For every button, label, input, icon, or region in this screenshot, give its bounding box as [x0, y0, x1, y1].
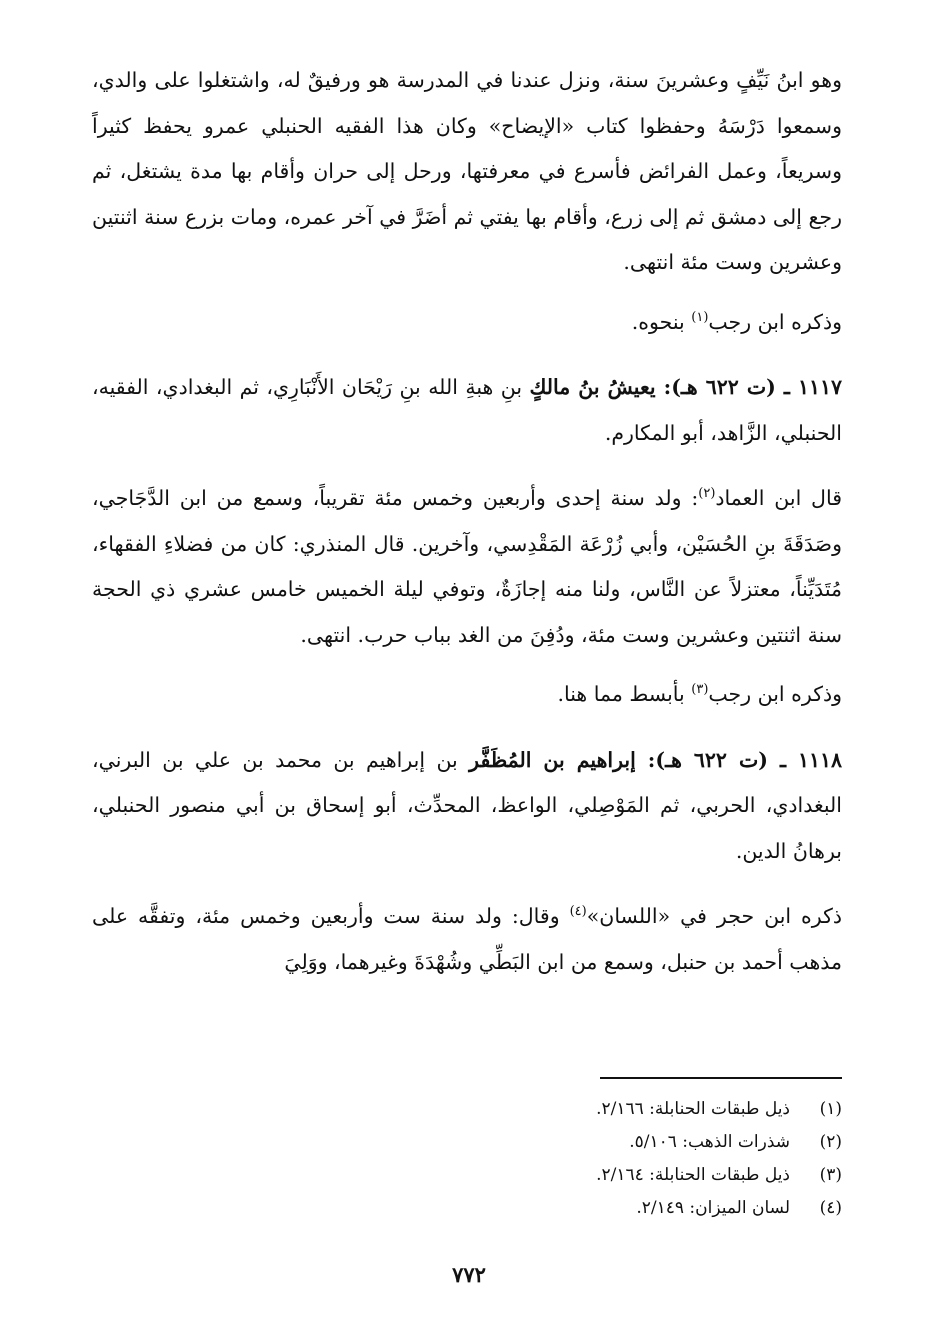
page-number: ٧٧٢ — [452, 1262, 486, 1287]
paragraph-text: بأبسط مما هنا. — [557, 682, 692, 706]
paragraph-text: ذكره ابن حجر في «اللسان» — [586, 904, 842, 928]
entry-heading: ١١١٨ ـ (ت ٦٢٢ هـ): إبراهيم بن المُظَفَّر — [469, 747, 842, 772]
paragraph-ibn-al-imad — [92, 476, 842, 658]
footnote-text: ذيل طبقات الحنابلة: ٢/١٦٤. — [596, 1165, 790, 1185]
footnote-reference[interactable]: (٣) — [691, 682, 709, 698]
paragraph-text: قال ابن العماد — [715, 486, 843, 510]
paragraph-text: وذكره ابن رجب — [708, 682, 842, 706]
paragraph-ibn-hajar — [92, 894, 842, 985]
footnote-text: شذرات الذهب: ٥/١٠٦. — [629, 1132, 790, 1152]
footnote-number: (٤) — [819, 1198, 842, 1218]
footnote-item — [322, 1192, 842, 1225]
footnote-divider — [600, 1077, 842, 1079]
entry-text: بنِ هبةِ الله بنِ رَيْحَان الأَنْبَارِي، ثم البغدادي، الفقيه، الحنبلي، الزَّاهد، أبو المكارم. — [92, 375, 842, 445]
entry-heading: ١١١٧ ـ (ت ٦٢٢ هـ): يعيشُ بنُ مالكٍ — [529, 375, 843, 399]
footnote-item — [322, 1126, 842, 1159]
footnote-text: لسان الميزان: ٢/١٤٩. — [636, 1198, 790, 1218]
footnote-item — [322, 1159, 842, 1192]
entry-text: بن إبراهيم بن محمد بن علي بن البرني، البغدادي، الحربي، ثم المَوْصِلي، الواعظ، المحدِّث، أبو إسحاق بن أبي منصور الحنبلي، برهانُ الدين. — [92, 747, 842, 863]
footnote-reference[interactable]: (١) — [691, 309, 709, 325]
footnote-number: (٢) — [819, 1132, 842, 1152]
paragraph-text: : ولد سنة إحدى وأربعين وخمس مئة تقريباً، وسمع من ابن الدَّجَاجي، وصَدَقَةَ بنِ الحُسَيْن، وأبي زُرْعَة المَقْدِسي، وآخرين. قال المنذري: كان من فضلاءِ الفقهاء، مُتَدَيِّناً، معتزلاً عن النَّاس، ولنا منه إجازَةٌ، وتوفي ليلة الخميس خامس عشري ذي الحجة سنة اثنتين وعشرين وست مئة، ودُفِنَ من الغد بباب حرب. انتهى. — [92, 486, 842, 647]
entry-1118 — [92, 738, 842, 875]
paragraph-text: بنحوه. — [631, 309, 692, 334]
paragraph-text: وقال: ولد سنة ست وأربعين وخمس مئة، وتفقَّه على مذهب أحمد بن حنبل، وسمع من ابن البَطِّي وشُهْدَةَ وغيرهما، ووَلِيَ — [92, 904, 842, 974]
paragraph-continuation — [92, 58, 842, 286]
paragraph-text: وذكره ابن رجب — [708, 309, 842, 334]
footnote-number: (٣) — [819, 1165, 842, 1185]
paragraph-ibn-rajab-ref-1 — [92, 300, 842, 346]
footnote-reference[interactable]: (٢) — [698, 486, 716, 502]
entry-1117 — [92, 365, 842, 456]
footnotes — [322, 1093, 842, 1225]
footnote-reference[interactable]: (٤) — [569, 904, 587, 920]
page-body — [92, 58, 842, 985]
paragraph-text: وهو ابنُ نَيِّفٍ وعشرينَ سنة، ونزل عندنا في المدرسة هو ورفيقٌ له، واشتغلوا على والدي، وسمعوا دَرْسَهُ وحفظوا كتاب «الإيضاح» وكان هذا الفقيه الحنبلي عمرو يحفظ كثيراً وسريعاً، وعمل الفرائض فأسرع في معرفتها، ورحل إلى حران وأقام بها مدة يشتغل، ثم رجع إلى دمشق ثم إلى زرع، وأقام بها يفتي ثم أضَرَّ في آخر عمره، ومات بزرع سنة اثنتين وعشرين وست مئة انتهى. — [92, 68, 842, 274]
footnote-item — [322, 1093, 842, 1126]
footnote-text: ذيل طبقات الحنابلة: ٢/١٦٦. — [596, 1099, 790, 1119]
paragraph-ibn-rajab-ref-3 — [92, 672, 842, 718]
footnote-number: (١) — [819, 1099, 842, 1119]
